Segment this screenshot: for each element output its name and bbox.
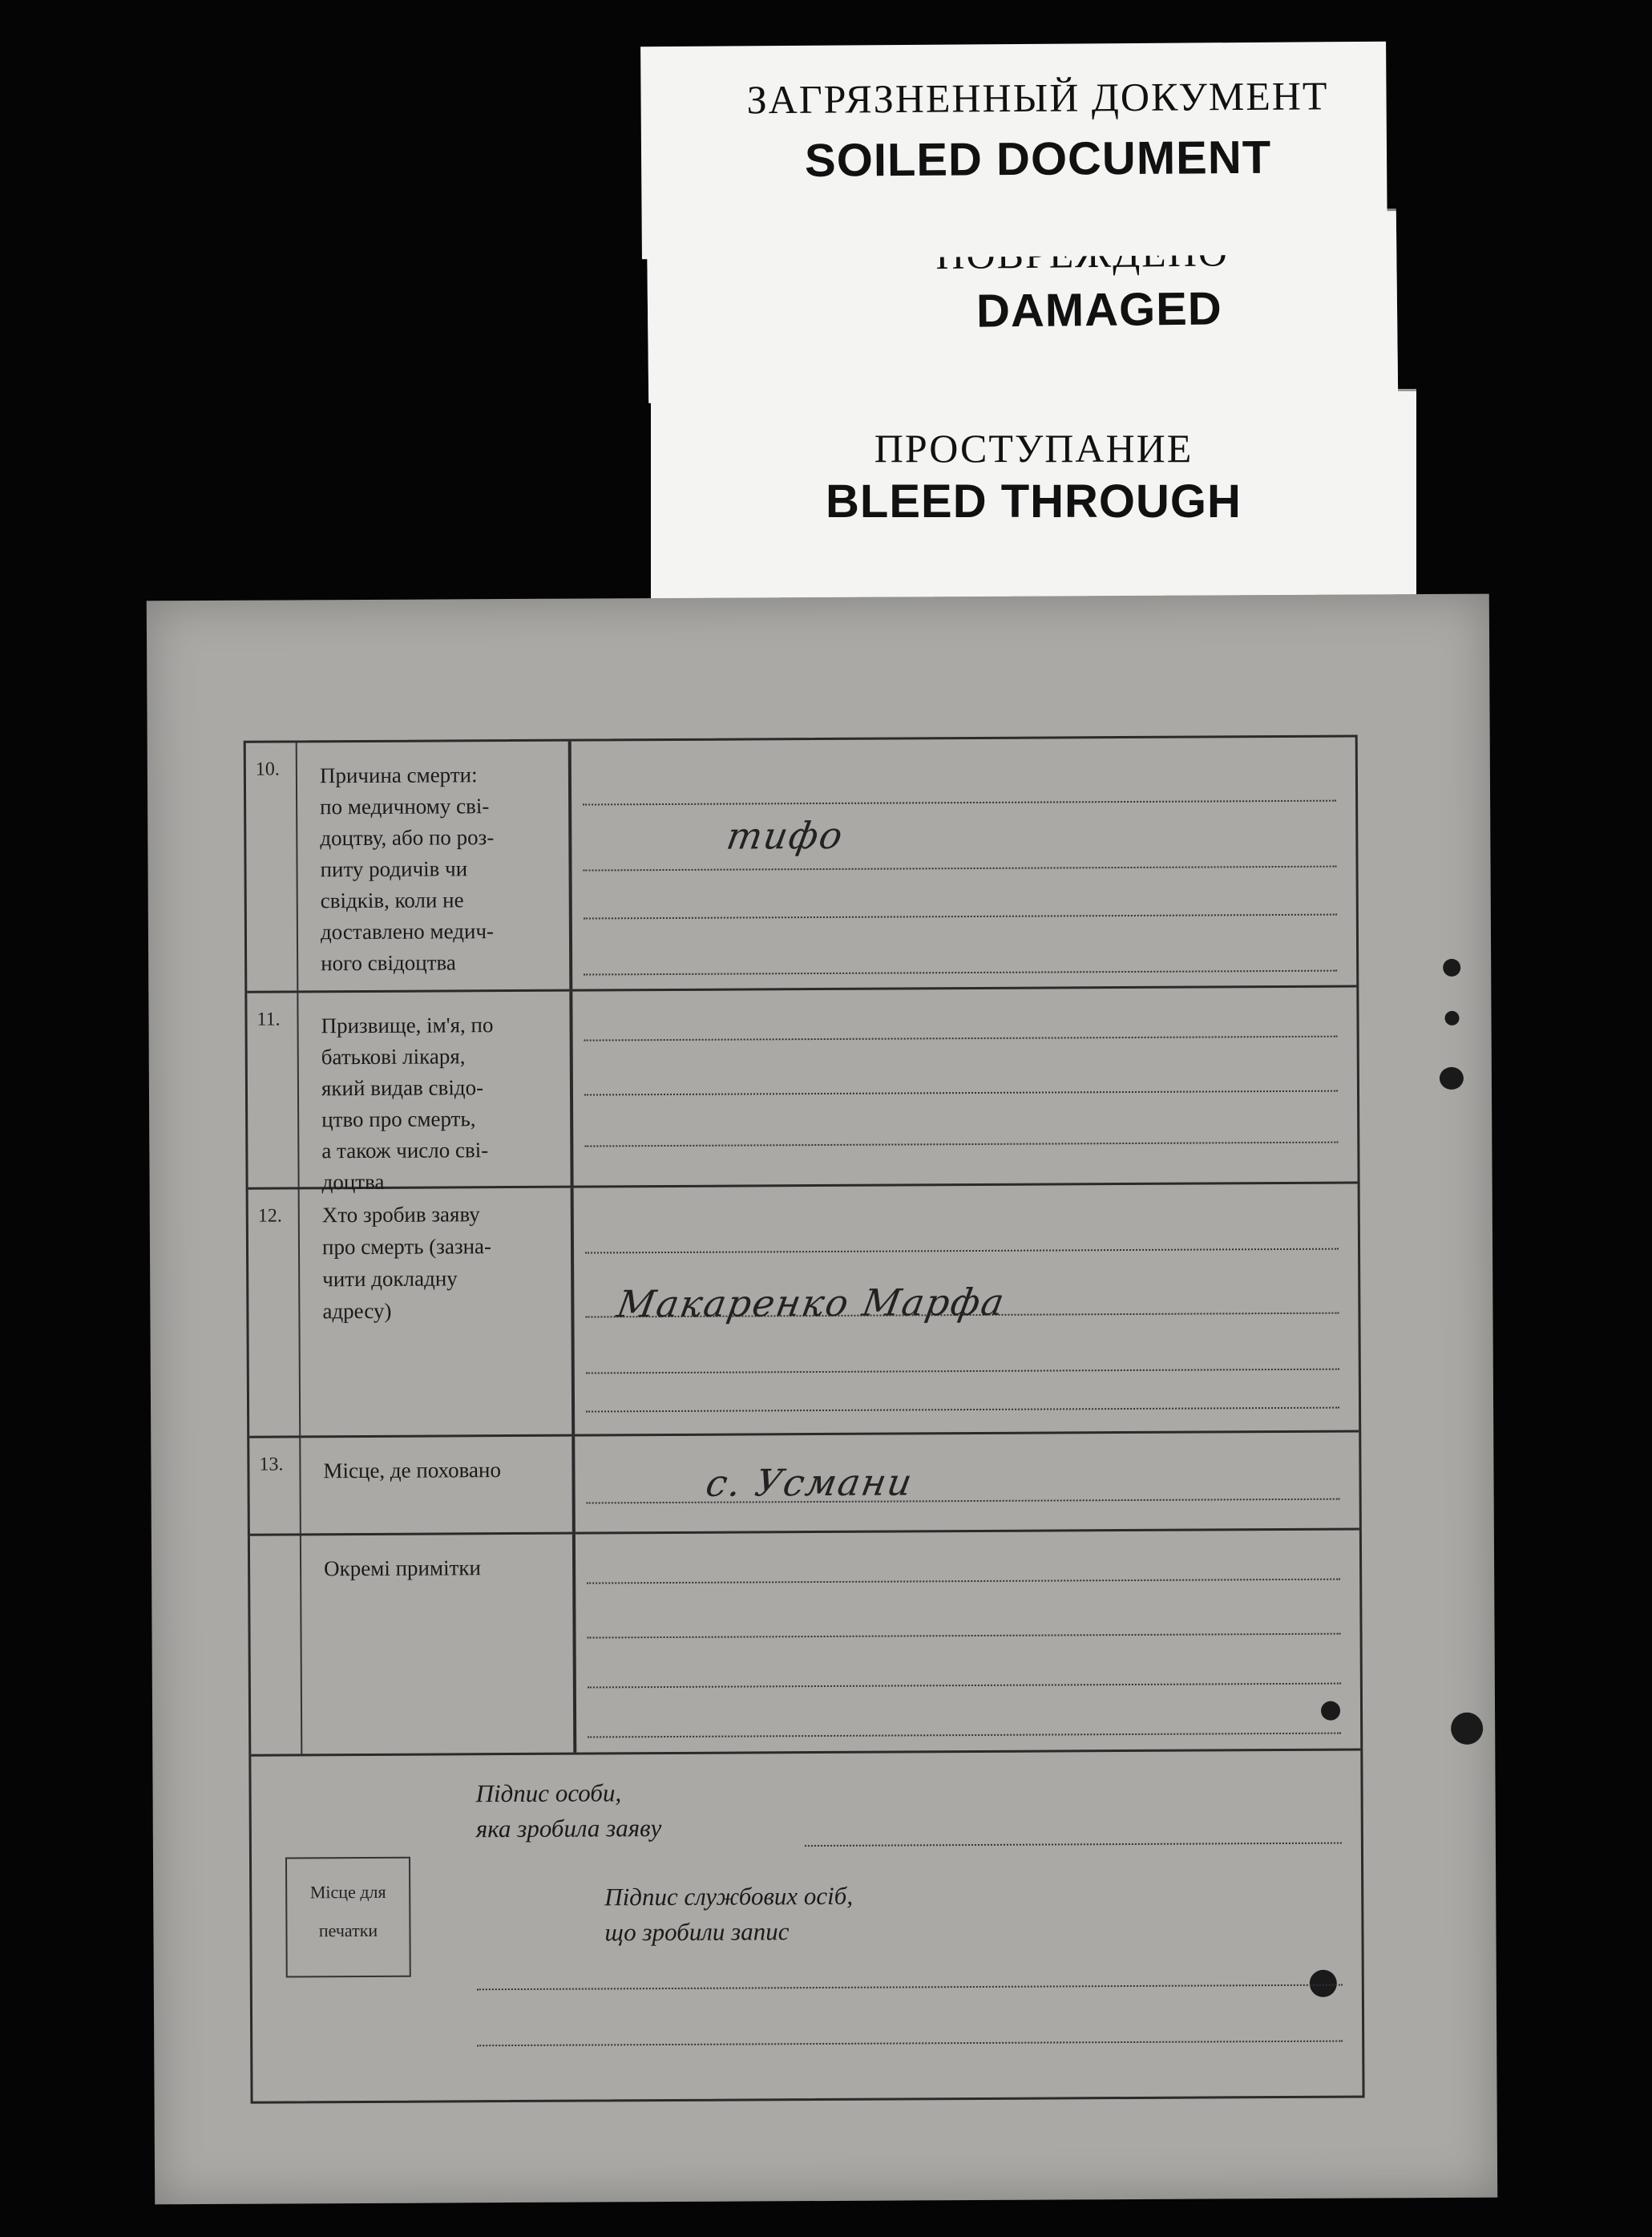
row-label: Причина смерти: по медичному сві- доцтву, або по роз- питу родичів чи свідків, коли не доставлено медич- ного свідоцтва xyxy=(319,763,495,976)
row-label: Окремі примітки xyxy=(324,1555,481,1581)
dotted-line xyxy=(588,1733,1341,1738)
row-number: 12. xyxy=(257,1205,282,1227)
form-table xyxy=(244,734,1365,2103)
dotted-line xyxy=(588,1633,1341,1639)
bleed-through-en: BLEED THROUGH xyxy=(826,475,1242,528)
handwritten-burial-place: с. Усмани xyxy=(702,1460,917,1505)
dotted-line xyxy=(583,800,1336,806)
stamp-place-box: Місце для печатки xyxy=(285,1857,411,1978)
punch-hole xyxy=(1444,1011,1459,1025)
soiled-document-card xyxy=(640,42,1387,259)
signature-person-label: Підпис особи, яка зробила заяву xyxy=(475,1778,662,1843)
dotted-line xyxy=(585,1248,1339,1254)
dotted-line xyxy=(587,1499,1340,1504)
row-number: 11. xyxy=(256,1009,281,1030)
row-label: Місце, де поховано xyxy=(323,1458,502,1483)
dotted-line xyxy=(584,1142,1338,1147)
row-label: Призвище, ім'я, по батькові лікаря, який видав свідо- цтво про смерть, а також число сві- доцтва xyxy=(321,1013,494,1195)
punch-hole xyxy=(1443,959,1460,977)
dotted-line xyxy=(584,914,1337,920)
dotted-line xyxy=(586,1369,1339,1374)
dotted-line xyxy=(586,1407,1339,1413)
handwritten-cause: тифо xyxy=(723,813,847,858)
signature-officials-label: Підпис службових осіб, що зробили запис xyxy=(604,1881,854,1947)
dotted-line xyxy=(584,970,1337,976)
dotted-line xyxy=(587,1579,1340,1584)
row-number: 10. xyxy=(255,758,280,780)
soiled-ru: ЗАГРЯЗНЕННЫЙ ДОКУМЕНТ xyxy=(746,73,1329,123)
form-row-notes xyxy=(250,1530,1360,1756)
signature-officials-line xyxy=(477,2041,1343,2047)
dotted-line xyxy=(584,1090,1338,1096)
handwritten-declarant: Макаренко Марфа xyxy=(613,1280,1009,1326)
soiled-en: SOILED DOCUMENT xyxy=(804,131,1272,187)
punch-hole xyxy=(1440,1067,1464,1090)
form-row-doctor xyxy=(247,988,1357,1195)
bleed-through-ru: ПРОСТУПАНИЕ xyxy=(874,426,1194,471)
form-row-cause-of-death xyxy=(246,738,1357,993)
form-row-declarant xyxy=(248,1183,1359,1438)
damaged-en: DAMAGED xyxy=(975,282,1223,338)
form-row-burial-place xyxy=(249,1432,1359,1535)
signature-officials-line xyxy=(477,1984,1343,1991)
bleed-through-card xyxy=(651,391,1416,600)
row-number: 13. xyxy=(259,1454,284,1475)
death-record-sheet xyxy=(147,594,1497,2205)
dotted-line xyxy=(584,866,1337,872)
signature-person-line xyxy=(805,1843,1342,1847)
dotted-line xyxy=(584,1036,1338,1042)
row-label: Хто зробив заяву про смерть (зазна- чити докладну адресу) xyxy=(321,1202,492,1324)
dotted-line xyxy=(588,1683,1341,1689)
punch-hole xyxy=(1451,1713,1483,1745)
